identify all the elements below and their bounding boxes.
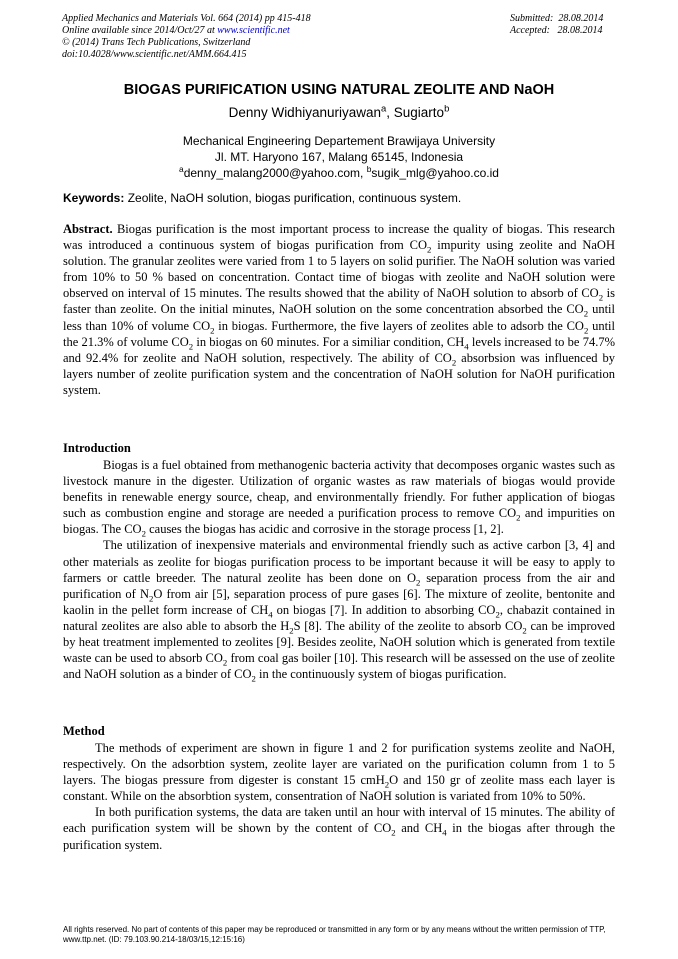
submission-dates — [510, 13, 603, 37]
paragraph-text: separation process from the air and purification of N — [63, 570, 615, 601]
journal-header — [62, 13, 311, 61]
paragraph-text: in the continuously system of biogas purification. — [255, 667, 507, 682]
keywords-label: Keywords: — [63, 191, 125, 205]
subscript: 2 — [427, 244, 432, 255]
accepted-date: Accepted: 28.08.2014 — [510, 25, 603, 36]
paragraph-text: , chabazit contained in natural zeolites are also able to absorb the H — [63, 602, 615, 633]
journal-volume: Applied Mechanics and Materials Vol. 664 (2014) pp 415-418 — [62, 13, 311, 24]
abstract-text: until the 21.3% of volume CO — [63, 318, 615, 349]
subscript: 2 — [516, 512, 521, 523]
introduction-body — [63, 457, 615, 682]
paragraph — [63, 740, 615, 804]
abstract-text: is faster than zeolite. On the initial minutes, NaOH solution on the some concentration absorbed the CO — [63, 286, 615, 317]
abstract-label: Abstract. — [63, 222, 113, 236]
paragraph — [63, 537, 615, 682]
copyright-line: © (2014) Trans Tech Publications, Switzerland — [62, 37, 251, 48]
keywords — [63, 191, 615, 205]
abstract-text: impurity using zeolite and NaOH solution. The granular zeolites were varied from 1 to 5 layers on solid purifier. The NaOH solution was varied from 10% to 50 % based on concentration. Contact time of biogas with zeolite and NaOH solution were observed on interval of 15 minutes. The results showed that the ability of NaOH solution to absorb of CO — [63, 238, 615, 301]
subscript: 2 — [415, 577, 421, 588]
paragraph — [63, 804, 615, 852]
copyright-footer — [63, 925, 615, 945]
paragraph-text: Biogas is a fuel obtained from methanogenic bacteria activity that decomposes organic wastes such as livestock manure in the digester. Utilization of organic wastes as raw materials of biogas would provide benefits in renewable energy source, cheap, and environmentally friendly. For futher application of biogas such as combustion engine and storage are needed a purification process to remove CO — [63, 458, 615, 521]
keywords-text: Zeolite, NaOH solution, biogas purification, continuous system. — [124, 191, 462, 205]
author-name: Denny Widhiyanuriyawan — [228, 105, 381, 120]
subscript: 2 — [188, 341, 194, 352]
section-heading-method: Method — [63, 724, 105, 738]
email-mark: b — [366, 164, 372, 174]
paragraph-text: O and 150 gr of zeolite mass each layer is constant. While on the absorbtion system, consentration of NaOH solution is variated from 10% to 50%. — [63, 773, 615, 804]
method-body — [63, 740, 615, 853]
paragraph-text: and impurities on biogas. The CO — [63, 506, 615, 537]
paragraph-text: O from air [5], separation process of pure gases [6]. The mixture of zeolite, bentonite and kaolin in the pellet form increase of CH — [63, 586, 615, 617]
paragraph-text: In both purification systems, the data are taken until an hour with interval of 15 minutes. The ability of each purification system will be shown by the content of CO — [63, 805, 615, 836]
publisher-link[interactable]: www.scientific.net — [217, 25, 290, 36]
subscript: 4 — [464, 341, 469, 352]
submitted-date: Submitted: 28.08.2014 — [510, 13, 604, 24]
paragraph-text: The methods of experiment are shown in figure 1 and 2 for purification systems zeolite and NaOH, respectively. On the adsorbtion system, zeolite layer are variated on the purification column from 1 to 5 layers. The biogas pressure from digester is constant 15 cmH — [63, 741, 615, 788]
affiliation-block — [0, 133, 678, 181]
online-text: Online available since 2014/Oct/27 at — [62, 25, 218, 36]
subscript: 2 — [384, 779, 390, 790]
subscript: 2 — [141, 528, 146, 539]
abstract-text: in biogas on 60 minutes. For a similiar condition, CH — [193, 334, 465, 349]
author-emails — [0, 165, 678, 181]
doi-line: doi:10.4028/www.scientific.net/AMM.664.415 — [62, 49, 247, 60]
abstract-text: absorbsion was influenced by layers number of zeolite purification system and the concentration of NaOH solution for NaOH purification system. — [63, 350, 615, 397]
subscript: 2 — [495, 609, 500, 620]
paragraph — [63, 457, 615, 537]
paragraph-text: causes the biogas has acidic and corrosive in the storage process [1, 2]. — [145, 522, 504, 537]
subscript: 2 — [148, 593, 154, 604]
section-heading-introduction: Introduction — [63, 441, 131, 455]
author-affil-mark: b — [444, 103, 450, 115]
paragraph-text: The utilization of inexpensive materials and environmental friendly such as active carbon [3, 4] and other materials as zeolite for biogas purification process to be important because it will be easy to apply to farmers or cattle breeder. The natural zeolite has been done on O — [63, 538, 615, 585]
abstract-text: levels increased to be 74.7% and 92.4% for zeolite and NaOH solution, respectively. The ability of CO — [63, 334, 615, 365]
abstract-text: in biogas. Furthermore, the five layers of zeolites able to adsorb the CO — [214, 318, 584, 333]
subscript: 2 — [391, 827, 396, 838]
author-separator: , — [386, 105, 394, 120]
subscript: 2 — [522, 625, 527, 636]
email-link: sugik_mlg@yahoo.co.id — [371, 166, 499, 180]
author-name: Sugiarto — [393, 105, 445, 120]
paragraph-text: S [8]. The ability of the zeolite to absorb CO — [293, 618, 523, 633]
subscript: 4 — [268, 609, 273, 620]
subscript: 2 — [251, 673, 256, 684]
footer-rights: All rights reserved. No part of contents of this paper may be reproduced or transmitted in any form or by any means without the written permission of TTP, — [63, 925, 606, 934]
subscript: 2 — [583, 308, 589, 319]
abstract — [63, 221, 615, 398]
abstract-text: Biogas purification is the most important process to increase the quality of biogas. This research was introduced a continuous system of biogas purification from CO — [63, 222, 615, 253]
online-availability — [62, 25, 311, 37]
paragraph-text: and CH — [395, 821, 443, 836]
paragraph-text: can be improved by heat treatment implemented to zeolites [9]. Besides zeolite, NaOH solution which is generated from textile waste can be used to absorb CO — [63, 618, 615, 666]
footer-id: www.ttp.net. (ID: 79.103.90.214-18/03/15,12:15:16) — [63, 935, 245, 944]
paper-title: BIOGAS PURIFICATION USING NATURAL ZEOLITE AND NaOH — [123, 82, 555, 98]
subscript: 2 — [598, 292, 604, 303]
subscript: 2 — [289, 625, 294, 636]
author-list — [0, 105, 678, 120]
subscript: 2 — [583, 325, 589, 336]
paragraph-text: on biogas [7]. In addition to absorbing CO — [272, 602, 496, 617]
subscript: 2 — [210, 325, 215, 336]
subscript: 4 — [442, 827, 447, 838]
paragraph-text: in the biogas after through the purification system. — [63, 821, 615, 852]
affiliation-address: Jl. MT. Haryono 167, Malang 65145, Indonesia — [214, 150, 464, 164]
author-affil-mark: a — [381, 103, 387, 115]
email-mark: a — [179, 164, 184, 174]
paragraph-text: from coal gas boiler [10]. This research will be assessed on the use of zeolite and NaOH solution as a binder of CO — [63, 651, 615, 682]
subscript: 2 — [451, 357, 457, 368]
abstract-text: until less than 10% of volume CO — [63, 302, 615, 333]
email-link: denny_malang2000@yahoo.com, — [183, 166, 367, 180]
affiliation-institution: Mechanical Engineering Departement Brawijaya University — [182, 134, 496, 148]
subscript: 2 — [222, 657, 228, 668]
